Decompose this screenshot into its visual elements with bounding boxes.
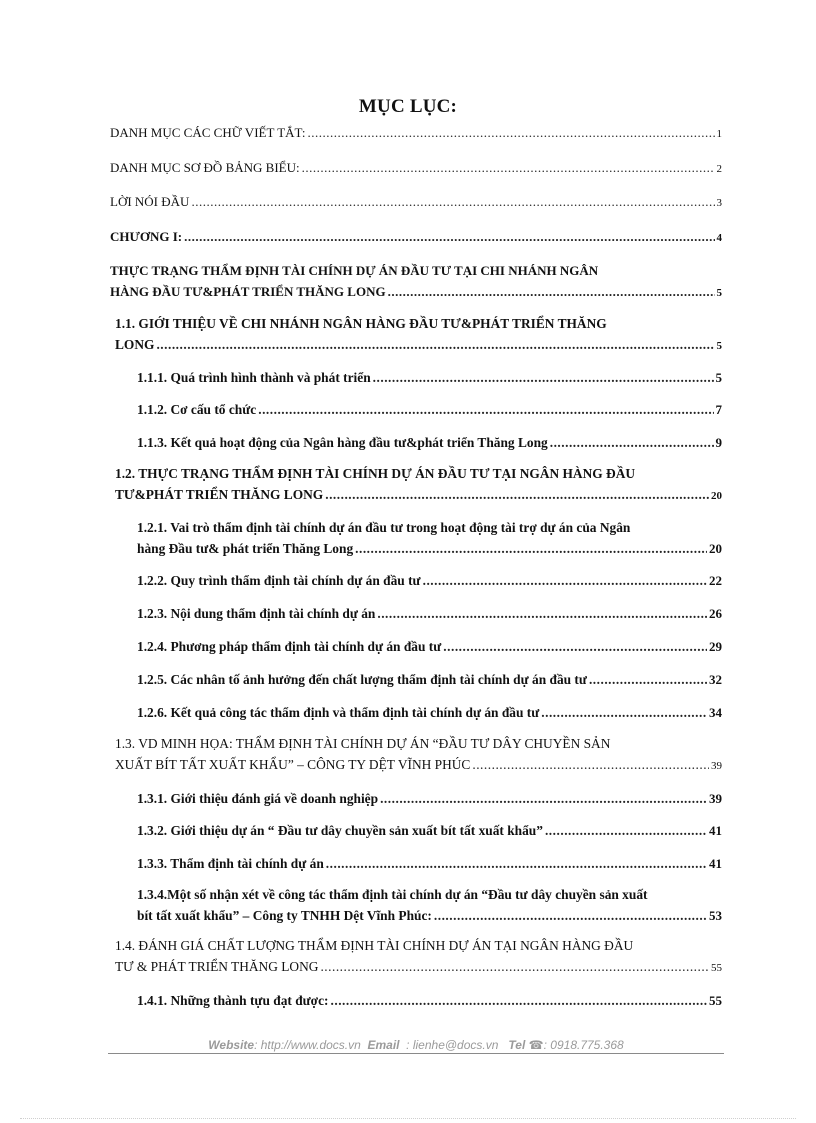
toc-entry-1-1-1[interactable] [137,367,722,388]
toc-entry-text: 1.2.5. Các nhân tố ảnh hưởng đến chất lượng thẩm định tài chính dự án đầu tư [137,672,587,687]
toc-entry-1-1-3[interactable] [137,432,722,453]
toc-page-number: 20 [709,541,722,556]
toc-page-number: 5 [716,287,722,299]
toc-page-number: 39 [711,760,722,772]
toc-entry-text: 1.2.6. Kết quả công tác thẩm định và thẩm định tài chính dự án đầu tư [137,705,540,720]
toc-entry-1-3-3[interactable] [137,853,722,874]
toc-entry-text: 1.2.3. Nội dung thẩm định tài chính dự án [137,606,376,621]
toc-entry-1-4[interactable] [115,935,722,979]
toc-entry-text-line2: XUẤT BÍT TẤT XUẤT KHẨU” – CÔNG TY DỆT VĨNH PHÚC [115,757,471,772]
footer-website-label: Website [208,1038,255,1052]
toc-entry-1-3-4[interactable] [137,884,722,926]
toc-entry-1-3-2[interactable] [137,820,722,841]
toc-entry-1-3-1[interactable] [137,788,722,809]
toc-page-number: 32 [709,672,722,687]
toc-entry-text: 1.2.4. Phương pháp thẩm định tài chính dự án đầu tư [137,639,442,654]
toc-entry-text-line1: 1.1. GIỚI THIỆU VỀ CHI NHÁNH NGÂN HÀNG ĐẦU TƯ&PHÁT TRIỂN THĂNG [115,316,607,331]
toc-entry-1-2[interactable] [115,463,722,507]
toc-page-number: 22 [709,573,722,588]
toc-page-number: 3 [716,197,722,209]
toc-entry-text: LỜI NÓI ĐẦU [110,194,190,209]
toc-entry-1-2-1[interactable] [137,517,722,559]
toc-entry-text-line1: 1.2.1. Vai trò thẩm định tài chính dự án đầu tư trong hoạt động tài trợ dự án của Ngân [137,520,631,535]
toc-page-number: 20 [711,490,722,502]
toc-page-number: 55 [711,962,722,974]
toc-entry-1-2-4[interactable] [137,636,722,657]
toc-entry-diagrams[interactable] [110,157,722,180]
toc-entry-text: 1.3.2. Giới thiệu dự án “ Đầu tư dây chuyền sản xuất bít tất xuất khẩu” [137,823,543,838]
toc-entry-text: 1.1.1. Quá trình hình thành và phát triển [137,370,371,385]
footer-divider [108,1053,724,1054]
toc-entry-text: 1.3.1. Giới thiệu đánh giá về doanh nghiệp [137,791,379,806]
toc-page-number: 4 [716,232,722,244]
footer-email-link[interactable]: : lienhe@docs.vn [406,1038,499,1052]
toc-entry-chapter-1[interactable] [110,226,722,249]
toc-page-number: 9 [715,435,722,450]
toc-entry-text-line2: TƯ & PHÁT TRIỂN THĂNG LONG [115,959,319,974]
toc-page-number: 2 [716,163,722,175]
toc-entry-1-2-6[interactable] [137,702,722,723]
toc-entry-1-1[interactable] [115,313,722,357]
toc-entry-text: DANH MỤC SƠ ĐỒ BẢNG BIỂU: [110,160,300,175]
footer-email-label: Email [367,1038,400,1052]
toc-page-number: 34 [709,705,722,720]
toc-entry-1-2-2[interactable] [137,570,722,591]
toc-entry-text-line1: 1.3. VD MINH HỌA: THẨM ĐỊNH TÀI CHÍNH DỰ ÁN “ĐẦU TƯ DÂY CHUYỀN SẢN [115,736,611,751]
toc-page-number: 5 [716,340,722,352]
page-title: MỤC LỤC: [358,96,458,117]
toc-entry-text: 1.2.2. Quy trình thẩm định tài chính dự án đầu tư [137,573,421,588]
footer-tel-value: : 0918.775.368 [543,1038,624,1052]
toc-page-number: 39 [709,791,722,806]
toc-entry-text-line2: TƯ&PHÁT TRIỂN THĂNG LONG [115,487,324,502]
toc-entry-text-line1: 1.2. THỰC TRẠNG THẨM ĐỊNH TÀI CHÍNH DỰ ÁN ĐẦU TƯ TẠI NGÂN HÀNG ĐẦU [115,466,636,481]
phone-icon: ☎ [528,1038,544,1052]
toc-entry-1-1-2[interactable] [137,399,722,420]
toc-page-number: 7 [715,402,722,417]
toc-entry-abbreviations[interactable] [110,122,722,145]
toc-entry-text-line2: HÀNG ĐẦU TƯ&PHÁT TRIỂN THĂNG LONG [110,284,386,299]
toc-entry-text: 1.1.2. Cơ cấu tổ chức [137,402,257,417]
toc-page-number: 26 [709,606,722,621]
toc-entry-1-2-5[interactable] [137,669,722,690]
toc-page-number: 41 [709,856,722,871]
toc-page-number: 53 [709,908,722,923]
toc-entry-preface[interactable] [110,191,722,214]
footer-website-link[interactable]: : http://www.docs.vn [254,1038,361,1052]
toc-entry-text-line2: bít tất xuất khẩu” – Công ty TNHH Dệt Vĩnh Phúc: [137,908,432,923]
toc-entry-text: CHƯƠNG I: [110,229,183,244]
toc-entry-text-line1: THỰC TRẠNG THẨM ĐỊNH TÀI CHÍNH DỰ ÁN ĐẦU TƯ TẠI CHI NHÁNH NGÂN [110,263,599,278]
toc-entry-1-2-3[interactable] [137,603,722,624]
toc-entry-text: DANH MỤC CÁC CHỮ VIẾT TẮT: [110,125,306,140]
toc-entry-1-4-1[interactable] [137,990,722,1011]
toc-entry-chapter-title[interactable] [110,260,722,304]
toc-entry-text-line1: 1.4. ĐÁNH GIÁ CHẤT LƯỢNG THẨM ĐỊNH TÀI CHÍNH DỰ ÁN TẠI NGÂN HÀNG ĐẦU [115,938,634,953]
footer-tel-label: Tel [508,1038,526,1052]
toc-entry-text: 1.4.1. Những thành tựu đạt được: [137,993,329,1008]
toc-page-number: 55 [709,993,722,1008]
toc-entry-text: 1.1.3. Kết quả hoạt động của Ngân hàng đầu tư&phát triển Thăng Long [137,435,548,450]
toc-entry-text-line2: hàng Đầu tư& phát triển Thăng Long [137,541,354,556]
toc-page-number: 1 [716,128,722,140]
toc-entry-text-line1: 1.3.4.Một số nhận xét về công tác thẩm định tài chính dự án “Đầu tư dây chuyền sản xuất [137,887,648,902]
toc-entry-text: 1.3.3. Thẩm định tài chính dự án [137,856,324,871]
toc-entry-text-line2: LONG [115,337,155,352]
page-footer [108,1038,724,1052]
page-bottom-border [20,1118,796,1119]
toc-page-number: 5 [715,370,722,385]
toc-page-number: 41 [709,823,722,838]
toc-page-number: 29 [709,639,722,654]
toc-entry-1-3[interactable] [115,733,722,777]
